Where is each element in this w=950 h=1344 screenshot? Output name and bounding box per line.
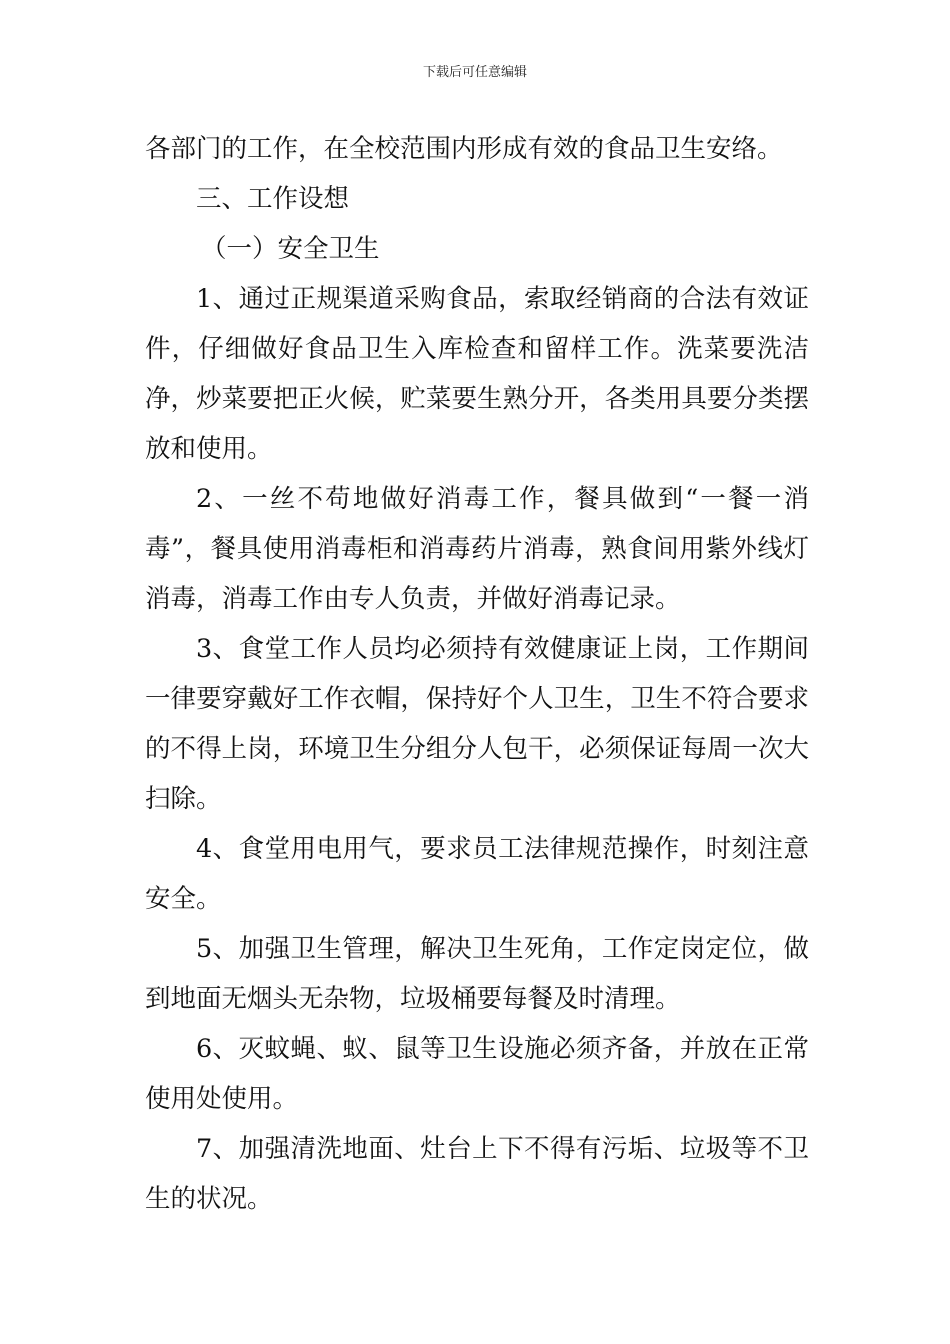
list-item-3: 3、食堂工作人员均必须持有效健康证上岗，工作期间一律要穿戴好工作衣帽，保持好个人卫生，卫生不符合要求的不得上岗，环境卫生分组分人包干，必须保证每周一次大扫除。 bbox=[145, 634, 809, 814]
list-item-5: 5、加强卫生管理，解决卫生死角，工作定岗定位，做到地面无烟头无杂物，垃圾桶要每餐及时清理。 bbox=[145, 934, 809, 1014]
list-item-7: 7、加强清洗地面、灶台上下不得有污垢、垃圾等不卫生的状况。 bbox=[145, 1134, 809, 1214]
lead-paragraph: 各部门的工作，在全校范围内形成有效的食品卫生安络。 bbox=[145, 134, 783, 164]
list-item-6: 6、灭蚊蝇、蚁、鼠等卫生设施必须齐备，并放在正常使用处使用。 bbox=[145, 1034, 809, 1114]
list-item-2: 2、一丝不苟地做好消毒工作，餐具做到“一餐一消毒”，餐具使用消毒柜和消毒药片消毒，熟食间用紫外线灯消毒，消毒工作由专人负责，并做好消毒记录。 bbox=[145, 484, 809, 614]
section-heading: 三、工作设想 bbox=[196, 184, 350, 214]
subsection-heading: （一）安全卫生 bbox=[201, 234, 380, 264]
document-body bbox=[145, 124, 809, 1224]
list-item-4: 4、食堂用电用气，要求员工法律规范操作，时刻注意安全。 bbox=[145, 834, 809, 914]
page-header-note: 下载后可任意编辑 bbox=[422, 65, 527, 80]
list-item-1: 1、通过正规渠道采购食品，索取经销商的合法有效证件，仔细做好食品卫生入库检查和留样工作。洗菜要洗洁净，炒菜要把正火候，贮菜要生熟分开，各类用具要分类摆放和使用。 bbox=[145, 284, 809, 464]
